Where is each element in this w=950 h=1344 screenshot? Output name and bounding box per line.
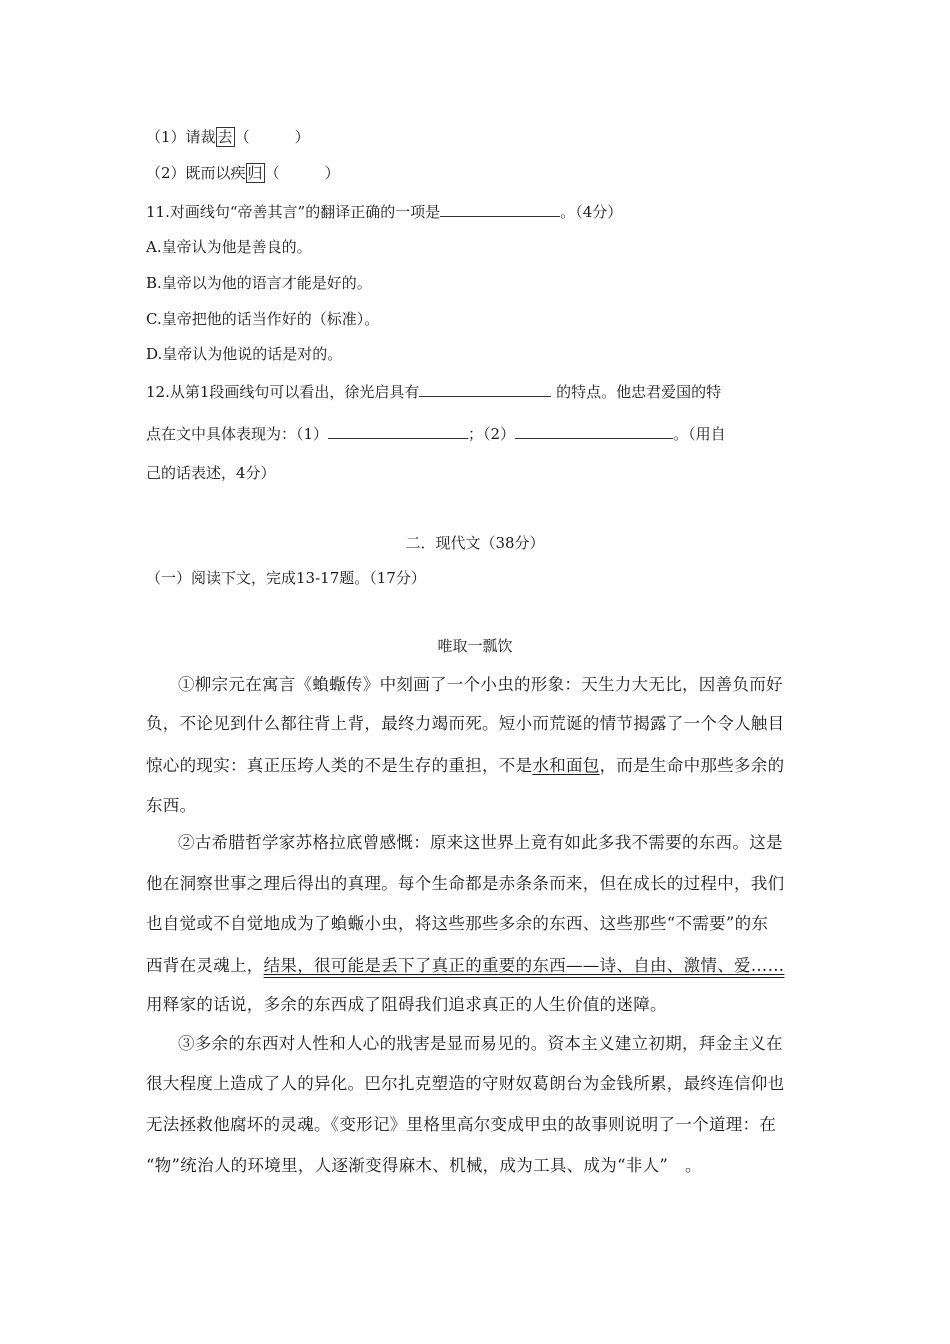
sub-question-1: [146, 127, 310, 147]
answer-blank[interactable]: [328, 423, 468, 439]
question-12-text: 点在文中具体表现为：（1）: [146, 425, 329, 443]
question-12-text: 12.从第1段画线句可以看出，徐光启具有: [146, 383, 420, 401]
question-12-line3: 己的话表述，4分）: [146, 464, 276, 482]
para2-line4: [146, 955, 784, 977]
para3-line1: ③多余的东西对人性和人心的戕害是显而易见的。资本主义建立初期，拜金主义在: [178, 1034, 783, 1053]
para2-text: 西背在灵魂上，: [146, 956, 264, 975]
option-a: A.皇帝认为他是善良的。: [146, 238, 312, 256]
answer-blank[interactable]: [515, 423, 673, 439]
para1-text: ，而是生命中那些多余的: [599, 756, 785, 775]
para2-line5: 用释家的话说，多余的东西成了阻碍我们追求真正的人生价值的迷障。: [146, 995, 667, 1014]
option-c: C.皇帝把他的话当作好的（标准）。: [146, 310, 380, 328]
option-b: B.皇帝以为他的语言才能是好的。: [146, 274, 372, 292]
para1-line2: 负，不论见到什么都往背上背，最终力竭而死。短小而荒诞的情节揭露了一个令人触目: [146, 714, 785, 733]
answer-blank[interactable]: （ ）: [234, 128, 310, 146]
question-11: [146, 201, 622, 222]
question-12-text: 。（用自: [673, 425, 726, 443]
answer-blank[interactable]: [440, 201, 560, 217]
para2-line3: 也自觉或不自觉地成为了蝜蝂小虫，将这些那些多余的东西、这些那些“不需要”的东: [146, 914, 769, 933]
sub-question-1-prefix: （1）请裁: [146, 128, 216, 146]
question-11-stem: 11.对画线句“帝善其言”的翻译正确的一项是: [146, 203, 441, 221]
question-12-line1: [146, 381, 721, 402]
underlined-sentence: 结果，很可能是丢下了真正的重要的东西——诗、自由、激情、爱……: [263, 956, 785, 975]
section-title: 二．现代文（38分）: [405, 534, 545, 552]
para1-line3: [146, 755, 784, 777]
para3-line2: 很大程度上造成了人的异化。巴尔扎克塑造的守财奴葛朗台为金钱所累，最终连信仰也: [146, 1074, 785, 1093]
question-12-text: 的特点。他忠君爱国的特: [551, 383, 722, 401]
boxed-char: 去: [217, 128, 233, 146]
para2-line1: ②古希腊哲学家苏格拉底曾感慨：原来这世界上竟有如此多我不需要的东西。这是: [178, 833, 783, 852]
para2-line2: 他在洞察世事之理后得出的真理。每个生命都是赤条条而来，但在成长的过程中，我们: [146, 874, 785, 893]
question-12-text: ；（2）: [468, 425, 516, 443]
para1-text: 惊心的现实：真正压垮人类的不是生存的重担，不是: [146, 756, 533, 775]
essay-title: 唯取一瓢饮: [437, 637, 513, 655]
underlined-phrase: 水和面包: [532, 756, 600, 775]
answer-blank[interactable]: [419, 381, 551, 397]
sub-question-2: [146, 163, 340, 183]
question-12-line2: [146, 423, 726, 444]
para1-line1: ①柳宗元在寓言《蝜蝂传》中刻画了一个小虫的形象：天生力大无比，因善负而好: [178, 675, 783, 694]
sub-question-2-prefix: （2）既而以疾: [146, 164, 246, 182]
boxed-char: 归: [247, 164, 263, 182]
answer-blank[interactable]: （ ）: [264, 164, 340, 182]
para3-line3: 无法拯救他腐坏的灵魂。《变形记》里格里高尔变成甲虫的故事则说明了一个道理：在: [146, 1115, 777, 1134]
para3-line4: “物”统治人的环境里，人逐渐变得麻木、机械，成为工具、成为“非人” 。: [146, 1156, 702, 1175]
question-11-tail: 。（4分）: [560, 203, 623, 221]
option-d: D.皇帝认为他说的话是对的。: [146, 345, 343, 363]
para1-line4: 东西。: [146, 796, 197, 815]
part-intro: （一）阅读下文，完成13-17题。（17分）: [146, 569, 426, 587]
